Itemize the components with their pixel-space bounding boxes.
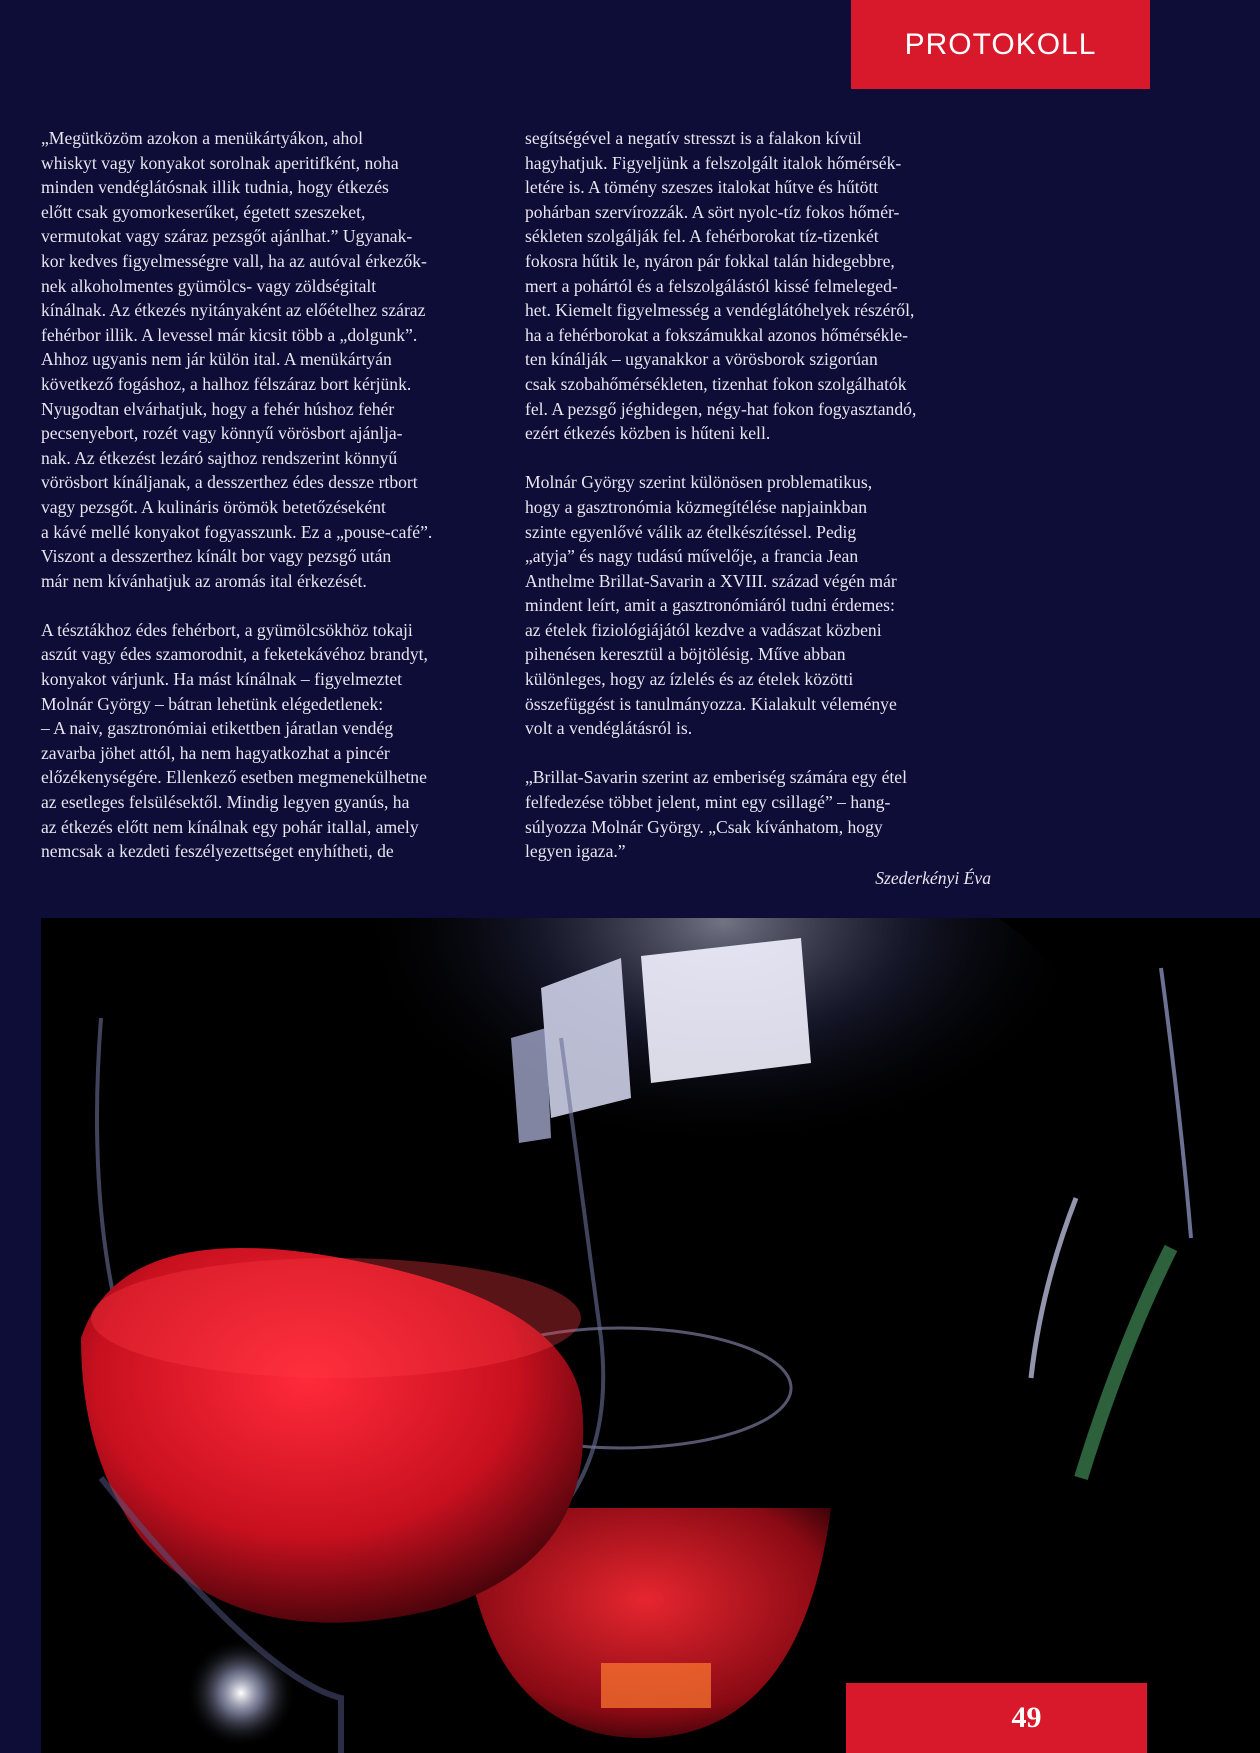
article-paragraph: segítségével a negatív stresszt is a falakon kívül hagyhatjuk. Figyeljünk a felszolgált italok hőmérsék- letére is. A tömény szeszes italokat hűtve és hűtött pohárban szervírozzák. A sört nyolc-tíz fokos hőmér- sékleten szolgálják fel. A fehérborokat tíz-tizenkét fokosra hűtik le, nyáron pár fokkal talán hidegebbre, mert a pohártól és a felszolgálástól kissé felmeleged- het. Kiemelt figyelmesség a vendéglátóhelyek részéről, ha a fehérborokat a fokszámukkal azonos hőmérsékle- ten kínálják – ugyanakkor a vörösborok szigorúan csak szobahőmérsékleten, tizenhat fokon szolgálhatók fel. A pezsgő jéghidegen, négy-hat fokon fogyasztandó, ezért étkezés közben is hűteni kell. (525, 128, 917, 444)
article-paragraph: A tésztákhoz édes fehérbort, a gyümölcsökhöz tokaji aszút vagy édes szamorodnit, a feketekávéhoz brandyt, konyakot várjunk. Ha mást kínálnak – figyelmeztet Molnár György – bátran lehetünk elégedetlenek: – A naiv, gasztronómiai etikettben járatlan vendég zavarba jöhet attól, ha nem hagyatkozhat a pincér előzékenységére. Ellenkező esetben megmenekülhetne az esetleges felsülésektől. Mindig legyen gyanús, ha az étkezés előtt nem kínálnak egy pohár itallal, amely nemcsak a kezdeti feszélyezettséget enyhítheti, de (41, 619, 428, 862)
author-signature: Szederkényi Éva (875, 867, 991, 888)
wine-glasses-photo (41, 918, 1260, 1753)
article-column-left (41, 126, 511, 888)
article-paragraph: Molnár György szerint különösen problematikus, hogy a gasztronómia közmegítélése napjainkban szinte egyenlővé válik az ételkészítéssel. Pedig „atyja” és nagy tudású művelője, a francia Jean Anthelme Brillat-Savarin a XVIII. század végén már mindent leírt, amit a gasztronómiáról tudni érdemes: az ételek fiziológiájától kezdve a vadászat közbeni pihenésen keresztül a böjtölésig. Műve abban különleges, hogy az ízlelés és az ételek közötti összefüggést is tanulmányozza. Kialakult véleménye volt a vendéglátásról is. (525, 472, 897, 739)
page-number: 49 (846, 1683, 1147, 1753)
article-paragraph: „Brillat-Savarin szerint az emberiség számára egy étel felfedezése többet jelent, mint egy csillagé” – hang- súlyozza Molnár György. „Csak kívánhatom, hogy legyen igaza.” (525, 767, 907, 862)
article-paragraph: „Megütközöm azokon a menükártyákon, ahol whiskyt vagy konyakot sorolnak aperitifként, noha minden vendéglátósnak illik tudnia, hogy étkezés előtt csak gyomorkeserűket, égetett szeszeket, vermutokat vagy száraz pezsgőt ajánlhat.” Ugyanak- kor kedves figyelmességre vall, ha az autóval érkezők- nek alkoholmentes gyümölcs- vagy zöldségitalt kínálnak. Az étkezés nyitányaként az előételhez száraz fehérbor illik. A levessel már kicsit több a „dolgunk”. Ahhoz ugyanis nem jár külön ital. A menükártyán következő fogáshoz, a halhoz félszáraz bort kérjünk. Nyugodtan elvárhatjuk, hogy a fehér húshoz fehér pecsenyebort, rozét vagy könnyű vörösbort ajánlja- nak. Az étkezést lezáró sajthoz rendszerint könnyű vörösbort kínáljanak, a desszerthez édes dessze rtbort vagy pezsgőt. A kulináris örömök betetőzéseként a kávé mellé konyakot fogyasszunk. Ez a „pouse-café”. Viszont a desszerthez kínált bor vagy pezsgő után már nem kívánhatjuk az aromás ital érkezését. (41, 128, 433, 591)
section-label: PROTOKOLL (851, 0, 1150, 89)
article-column-right (525, 126, 995, 915)
